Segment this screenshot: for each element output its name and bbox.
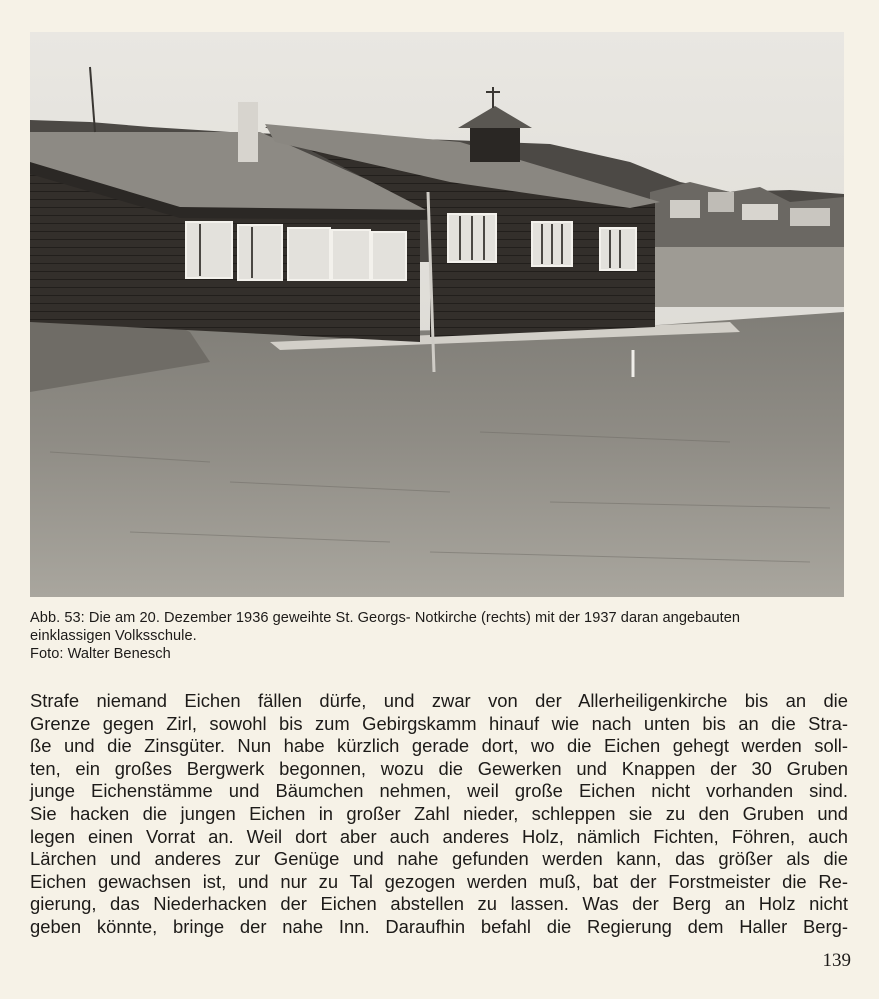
caption-line: Abb. 53: Die am 20. Dezember 1936 geweihte St. Georgs- Notkirche (rechts) mit der 1937 daran angebauten xyxy=(30,610,741,626)
photo-church-school xyxy=(30,32,844,597)
body-text xyxy=(30,690,848,939)
text-line: Lärchen und anderes zur Genüge und nahe gefunden werden kann, das größer als die xyxy=(30,848,848,870)
page-number: 139 xyxy=(822,950,851,971)
text-line: Sie hacken die jungen Eichen in großer Zahl nieder, schleppen sie zu den Gruben und xyxy=(30,802,848,824)
church-school-photo-icon xyxy=(30,32,844,597)
text-line: ße und die Zinsgüter. Nun habe kürzlich gerade dort, wo die Eichen gehegt werden soll- xyxy=(30,735,848,757)
text-line: gierung, das Niederhacken der Eichen abstellen zu lassen. Was der Berg an Holz nicht xyxy=(30,893,848,915)
text-line: geben könnte, bringe der nahe Inn. Daraufhin befahl die Regierung dem Haller Berg- xyxy=(30,915,848,937)
text-line: legen einen Vorrat an. Weil dort aber auch anderes Holz, nämlich Fichten, Föhren, auch xyxy=(30,825,848,847)
figure-caption xyxy=(30,609,850,663)
text-line: Strafe niemand Eichen fällen dürfe, und zwar von der Allerheiligenkirche bis an die xyxy=(30,690,848,711)
text-line: Grenze gegen Zirl, sowohl bis zum Gebirgskamm hinauf wie nach unten bis an die Stra- xyxy=(30,712,848,734)
caption-line: einklassigen Volksschule. xyxy=(30,628,197,644)
photo-credit: Foto: Walter Benesch xyxy=(30,646,171,662)
text-line: Eichen gewachsen ist, und nur zu Tal gezogen werden muß, bat der Forstmeister die Re- xyxy=(30,870,848,892)
text-line: junge Eichenstämme und Bäumchen nehmen, weil große Eichen nicht vorhanden sind. xyxy=(30,780,848,802)
text-line: ten, ein großes Bergwerk begonnen, wozu die Gewerken und Knappen der 30 Gruben xyxy=(30,757,848,779)
